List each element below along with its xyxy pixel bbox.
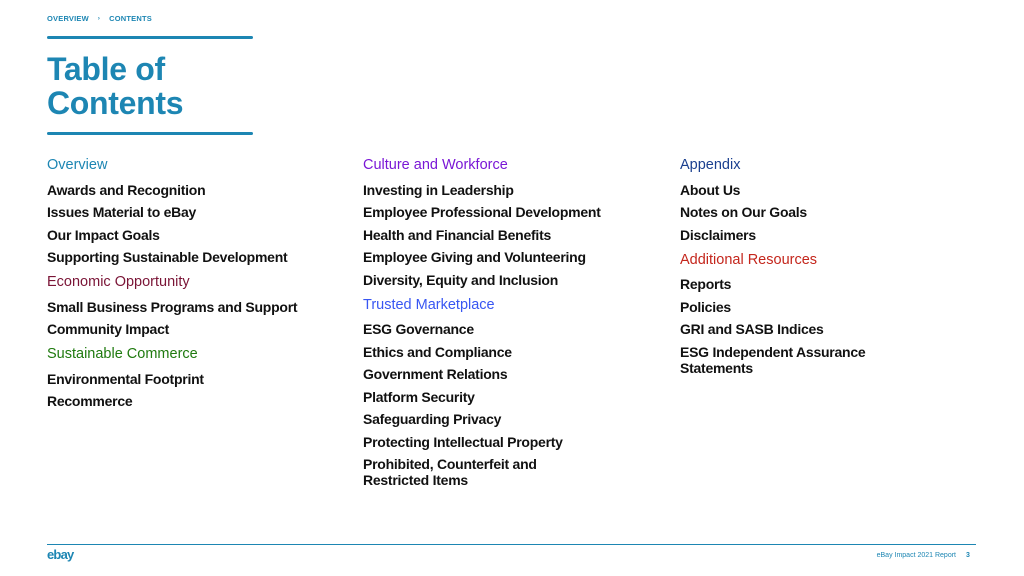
toc-item-employee-giving-and-volunteering[interactable]: Employee Giving and Volunteering [363,249,586,265]
toc-item-employee-professional-development[interactable]: Employee Professional Development [363,204,601,220]
toc-item-ethics-and-compliance[interactable]: Ethics and Compliance [363,343,512,360]
toc-item-platform-security[interactable]: Platform Security [363,388,475,405]
toc-item-supporting-sustainable-development[interactable]: Supporting Sustainable Development [47,249,288,265]
title-top-rule [47,36,253,39]
page-title-line-1: Table of [47,51,165,87]
toc-item-about-us[interactable]: About Us [680,181,741,198]
toc-section-sustainable-commerce [47,345,347,409]
toc-item-government-relations[interactable]: Government Relations [363,366,508,382]
toc-item-safeguarding-privacy[interactable]: Safeguarding Privacy [363,411,502,427]
toc-section-trusted-marketplace [363,296,663,489]
toc-heading-overview[interactable]: Overview [47,157,108,173]
toc-item-esg-independent-assurance-statements[interactable]: ESG Independent Assurance Statements [680,343,866,376]
toc-heading-trusted-marketplace[interactable]: Trusted Marketplace [363,296,495,313]
toc-item-environmental-footprint[interactable]: Environmental Footprint [47,370,204,387]
toc-item-recommerce[interactable]: Recommerce [47,393,133,409]
breadcrumb-contents-link[interactable]: CONTENTS [109,14,152,23]
toc-section-overview [47,156,347,265]
toc-section-culture-and-workforce [363,156,663,288]
page-title [47,52,183,120]
toc-item-protecting-intellectual-property[interactable]: Protecting Intellectual Property [363,433,563,450]
toc-section-appendix [680,156,980,243]
toc-item-esg-governance[interactable]: ESG Governance [363,321,474,337]
toc-heading-sustainable-commerce[interactable]: Sustainable Commerce [47,346,198,362]
toc-item-investing-in-leadership[interactable]: Investing in Leadership [363,181,514,198]
page-number: 3 [966,552,970,559]
toc-section-economic-opportunity [47,273,347,337]
toc-column-2 [363,156,663,496]
ebay-logo: ebay [47,547,74,562]
toc-item-community-impact[interactable]: Community Impact [47,321,170,337]
toc-heading-culture-and-workforce[interactable]: Culture and Workforce [363,157,508,173]
toc-column-3 [680,156,980,384]
toc-heading-appendix[interactable]: Appendix [680,157,741,173]
toc-item-disclaimers[interactable]: Disclaimers [680,226,756,243]
page-title-line-2: Contents [47,85,184,121]
toc-item-awards-and-recognition[interactable]: Awards and Recognition [47,181,206,198]
breadcrumb [47,14,152,23]
toc-item-reports[interactable]: Reports [680,276,732,292]
toc-item-issues-material-to-ebay[interactable]: Issues Material to eBay [47,204,197,220]
toc-item-our-impact-goals[interactable]: Our Impact Goals [47,226,160,243]
footer-divider [47,544,976,545]
toc-item-diversity-equity-and-inclusion[interactable]: Diversity, Equity and Inclusion [363,271,559,288]
toc-heading-economic-opportunity[interactable]: Economic Opportunity [47,274,190,290]
toc-item-policies[interactable]: Policies [680,298,731,315]
footer-report-title: eBay Impact 2021 Report [876,552,956,559]
toc-item-health-and-financial-benefits[interactable]: Health and Financial Benefits [363,226,552,243]
toc-item-notes-on-our-goals[interactable]: Notes on Our Goals [680,204,807,220]
toc-section-additional-resources [680,251,980,376]
title-bottom-rule [47,132,253,135]
toc-item-prohibited-counterfeit-restricted[interactable]: Prohibited, Counterfeit and Restricted Items [363,456,537,488]
toc-item-small-business-programs[interactable]: Small Business Programs and Support [47,298,298,315]
breadcrumb-separator-icon: › [97,15,101,22]
toc-heading-additional-resources[interactable]: Additional Resources [680,251,818,268]
breadcrumb-overview-link[interactable]: OVERVIEW [47,14,89,23]
toc-column-1 [47,156,347,417]
toc-item-gri-and-sasb-indices[interactable]: GRI and SASB Indices [680,321,824,337]
